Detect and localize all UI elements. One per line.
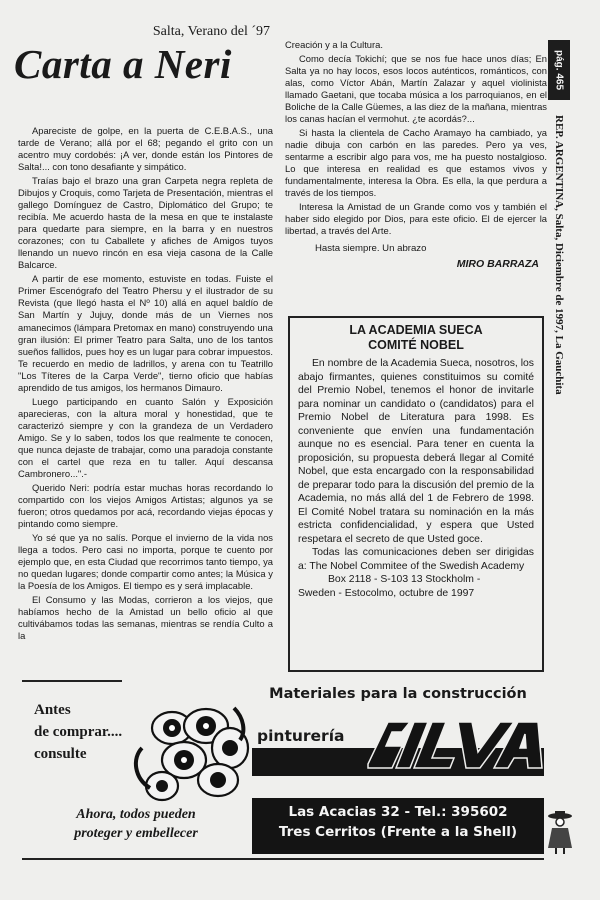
ad-left-panel [22, 680, 250, 808]
author-name: MIRO BARRAZA [456, 258, 539, 270]
paragraph: Luego participando en cuanto Salón y Exposición aparecieras, con la altura moral y honestidad, que te caracterizó siempre y con la grandeza de un Verdadero Amigo. Se y lo saben, todos los que realmente te conocen, que nunca dejaste de trabajar, como una paradoja constante con el cartel que reza en tu taller. Aquí descansa Cambronero...".- [18, 395, 273, 479]
notice-address-line: Sweden - Estocolmo, octubre de 1997 [298, 587, 475, 599]
paragraph: Si hasta la clientela de Cacho Aramayo ha cambiado, ya nadie dibuja con carbón en las paredes. Pero ya ves, sentarme a escribir algo para vos, me ha puesto nostalgioso. Lo que interesa en realidad es que estamos vivos y fundamentalmente, interesa la Obra. Es ella, la que perdura a través de los tiempos. [285, 127, 547, 199]
shop-address: Las Acacias 32 - Tel.: 395602 Tres Cerritos (Frente a la Shell) [252, 798, 544, 854]
paragraph: Traías bajo el brazo una gran Carpeta negra repleta de Dibujos y Croquis, como Tarjeta de Presentación, mientras el gallego Domínguez de Castro, Diplomático del Grupo; te recibía. Me acuerdo hasta de la mesa en que te instalaste para quedarte para siempre, en la barra y en nuestros corazones; con tu Caballete y afiches de Amigos tuyos llenando un nuevo rincón en esa vieja casona de la Calle Balcarce. [18, 175, 273, 271]
closing-text: Hasta siempre. Un abrazo [315, 243, 427, 254]
paragraph: Interesa la Amistad de un Grande como vos y también el haber sido elegido por Dios, para este oficio. El de ejercer la libertad, a través del Arte. [285, 201, 547, 237]
side-strip [548, 40, 570, 720]
paragraph: A partir de ese momento, estuviste en todas. Fuiste el Primer Escenógrafo del Teatro Phersu y el ilustrador de su Revista (que llegó hasta el Nº 10) allá en aquel baldío de San Martín y Jujuy, donde más de un Viernes nos amanecimos (lámpara Pretomax en mano) construyendo una gran ilusión: El primer Teatro para Salta, uno de los tantos sueños fallidos, pues hoy es un lugar para cobrar impuestos. Te recuerdo en medio de ladrillos, y arena con tu Teatrillo "Los Títeres de la Carpa Verde", tierno oficio que habías aprendido de tus amigos, los hermanos Dimauro. [18, 273, 273, 393]
gaucho-mascot-icon [546, 808, 574, 854]
ad-tagline: Antes de comprar.... consulte [34, 702, 123, 762]
notice-title: LA ACADEMIA SUECA [349, 323, 483, 337]
notice-body [298, 357, 534, 573]
paragraph: Apareciste de golpe, en la puerta de C.E.B.A.S., una tarde de Verano; allá por el 68; pegando el grito con un acentro muy cordobés: ¡A ver, donde están los Pintores de Salta!... con tono desafiante y simpático. [18, 125, 273, 173]
paragraph: El Consumo y las Modas, corrieron a los viejos, que habíamos hecho de la Amistad un bello oficio al que cultivábamos todas las semanas, mientras se rendía Culto a la [18, 594, 273, 642]
paragraph: En nombre de la Academia Sueca, nosotros, los abajo firmantes, quienes constituimos su comité del Premio Nobel, tenemos el honor de invitarle para nominar un candidato o (candidatos) para el Premio Nobel de Literatura para 1998. Es conveniente que envíen una fundamentación aunque no es esencial. Para tener en cuenta la proposición, su propuesta deberá llegar al Comité Nobel, que esta encargado con la responsabilidad de preparar todo para la discusión del premio de la Academia, no más allá del 1 de Febrero de 1998. El Comité Nobel tratara su nominación en la más estricta confidencialidad, y espera que Usted respetara el secreto de que Usted goce. [298, 358, 534, 545]
paragraph: Todas las comunicaciones deben ser dirigidas a: The Nobel Commitee of the Swedish Academy [298, 547, 534, 572]
article-column-left [18, 125, 273, 644]
silva-logo [362, 706, 544, 776]
notice-address-line: Box 2118 - S-103 13 Stockholm - [328, 574, 481, 586]
article-dateline: Salta, Verano del ´97 [152, 24, 270, 39]
article-title: Carta a Neri [14, 41, 232, 87]
ad-slogan: Ahora, todos pueden proteger y embellecer [74, 807, 198, 841]
article-signature [285, 243, 543, 273]
shop-name: pinturería [257, 727, 345, 745]
page-number: pág. 465 [548, 40, 570, 100]
paragraph: Yo sé que ya no salís. Porque el invierno de la vida nos llega a todos. Pero casi no importa, porque te cuento por ejemplo que, en esta Ciudad que recorrimos tanto tiempo, ya no quedan lugares; donde compartir como antes; la Música y la Poesía de los Amigos. El tiempo es y será implacable. [18, 532, 273, 592]
flower-illustration [122, 688, 252, 808]
ad-headline: Materiales para la construcción [269, 686, 527, 702]
paragraph: Como decía Tokichí; que se nos fue hace unos días; En Salta ya no hay locos, esos locos auténticos, románticos, con alas, como Víctor Abán, Martín Zalazar y aquel violinista llamado Gaetani, que tocaba música a los parroquianos, en el Boliche de la Calle Güemes, a las diez de la mañana, mientras los canas hacían el vermohut. ¿te acordás?... [285, 53, 547, 125]
advertisement [22, 680, 544, 862]
paragraph: Querido Neri: podría estar muchas horas recordando lo compartido con los viejos Amigos Artistas; algunos ya se fueron; otros quedamos por acá, recordando viejas épocas y pintando como siempre. [18, 481, 273, 529]
paragraph: Creación y a la Cultura. [285, 39, 383, 50]
article-column-right [285, 39, 547, 240]
notice-subtitle: COMITÉ NOBEL [368, 338, 464, 352]
ad-divider [22, 858, 544, 860]
nobel-academy-notice [288, 316, 544, 672]
publication-info: REP. ARGENTINA, Salta, Diciembre de 1997, La Gauchita [553, 115, 565, 395]
